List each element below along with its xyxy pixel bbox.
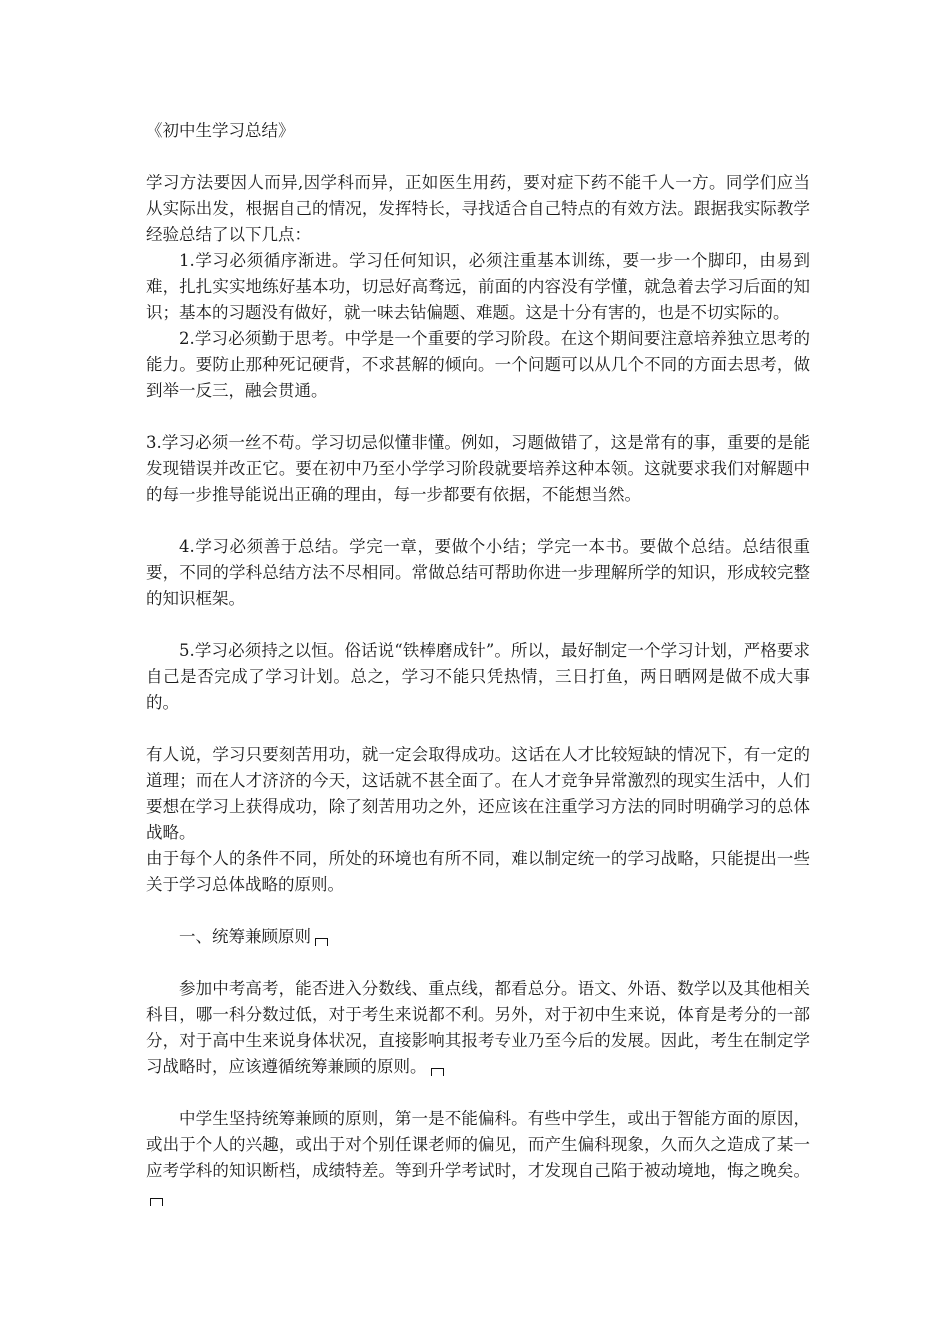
section-heading <box>146 924 810 950</box>
paragraph-mark-icon <box>431 1068 444 1076</box>
paragraph-point-5: 5.学习必须持之以恒。俗话说“铁棒磨成针”。所以，最好制定一个学习计划，严格要求自己是否完成了学习计划。总之，学习不能只凭热情，三日打鱼，两日晒网是做不成大事的。 <box>146 641 810 712</box>
paragraph-mark-icon <box>150 1198 163 1206</box>
paragraph-exam <box>146 976 810 1080</box>
paragraph-exam-text: 参加中考高考，能否进入分数线、重点线，都看总分。语文、外语、数学以及其他相关科目，哪一科分数过低，对于考生来说都不利。另外，对于初中生来说，体育是考分的一部分，对于高中生来说身体状况，直接影响其报考专业乃至今后的发展。因此，考生在制定学习战略时，应该遵循统筹兼顾的原则。 <box>146 979 810 1076</box>
paragraph-point-3: 3.学习必须一丝不苟。学习切忌似懂非懂。例如，习题做错了，这是常有的事，重要的是能发现错误并改正它。要在初中乃至小学学习阶段就要培养这种本领。这就要求我们对解题中的每一步推导能说出正确的理由，每一步都要有依据，不能想当然。 <box>146 433 810 504</box>
paragraph-mark-icon <box>315 938 328 946</box>
paragraph-point-4: 4.学习必须善于总结。学完一章，要做个小结；学完一本书。要做个总结。总结很重要，不同的学科总结方法不尽相同。常做总结可帮助你进一步理解所学的知识，形成较完整的知识框架。 <box>146 537 810 608</box>
paragraph-intro: 学习方法要因人而异,因学科而异，正如医生用药，要对症下药不能千人一方。同学们应当从实际出发，根据自己的情况，发挥特长，寻找适合自己特点的有效方法。跟据我实际教学经验总结了以下几点： <box>146 173 810 244</box>
paragraph-strategy: 由于每个人的条件不同，所处的环境也有所不同，难以制定统一的学习战略，只能提出一些关于学习总体战略的原则。 <box>146 849 810 894</box>
section-heading-text: 一、统筹兼顾原则 <box>179 927 311 946</box>
paragraph-success: 有人说，学习只要刻苦用功，就一定会取得成功。这话在人才比较短缺的情况下，有一定的道理；而在人才济济的今天，这话就不甚全面了。在人才竞争异常激烈的现实生活中，人们要想在学习上获得成功，除了刻苦用功之外，还应该在注重学习方法的同时明确学习的总体战略。 <box>146 745 810 842</box>
paragraph-no-bias <box>146 1106 810 1210</box>
paragraph-point-1: 1.学习必须循序渐进。学习任何知识，必须注重基本训练，要一步一个脚印，由易到难，扎扎实实地练好基本功，切忌好高骛远，前面的内容没有学懂，就急着去学习后面的知识；基本的习题没有做好，就一味去钻偏题、难题。这是十分有害的，也是不切实际的。 <box>146 251 810 322</box>
paragraph-no-bias-text: 中学生坚持统筹兼顾的原则，第一是不能偏科。有些中学生，或出于智能方面的原因，或出于个人的兴趣，或出于对个别任课老师的偏见，而产生偏科现象，久而久之造成了某一应考学科的知识断档，成绩特差。等到升学考试时，才发现自己陷于被动境地，悔之晚矣。 <box>146 1109 810 1180</box>
document-page <box>146 118 810 1210</box>
document-title: 《初中生学习总结》 <box>146 121 295 140</box>
paragraph-point-2: 2.学习必须勤于思考。中学是一个重要的学习阶段。在这个期间要注意培养独立思考的能力。要防止那种死记硬背，不求甚解的倾向。一个问题可以从几个不同的方面去思考，做到举一反三，融会贯通。 <box>146 329 810 400</box>
